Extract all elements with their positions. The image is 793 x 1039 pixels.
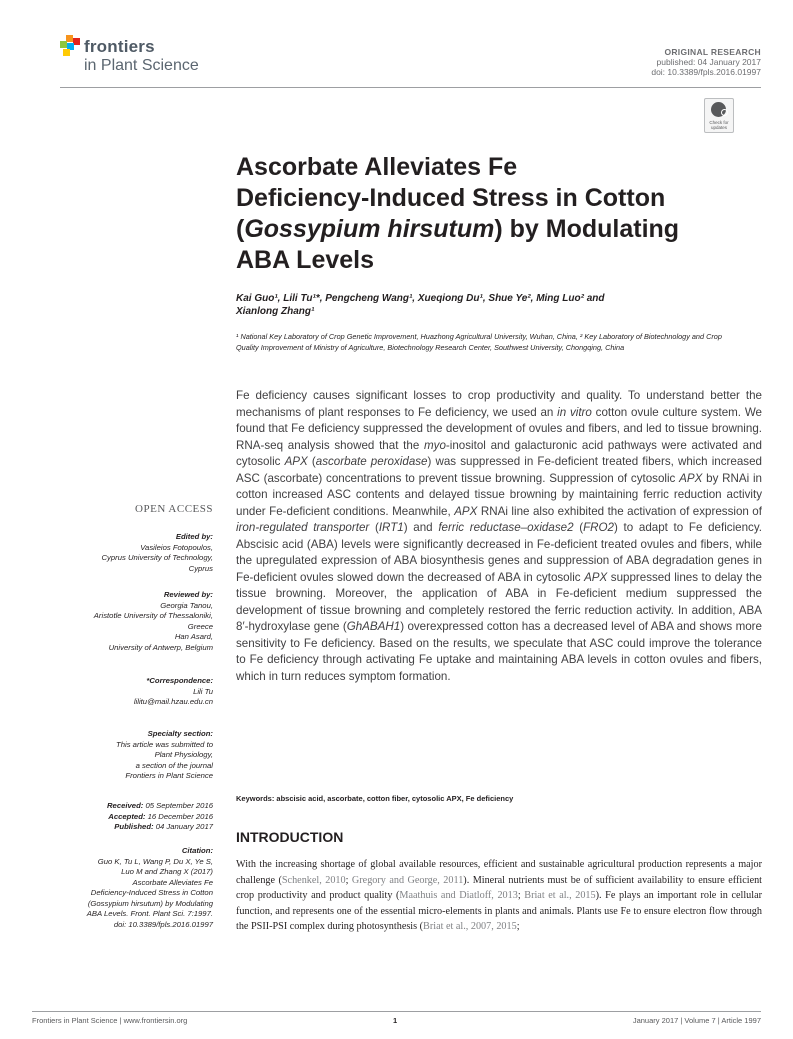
sidebar-line: Greece [187,621,213,631]
published-label: Published: [114,822,154,831]
citation-link[interactable]: Gregory and George, 2011 [351,874,464,886]
footer-issue-info: January 2017 | Volume 7 | Article 1997 [632,1016,761,1025]
sidebar-line: Deficiency-Induced Stress in Cotton [90,888,213,897]
sidebar-line: University of Antwerp, Belgium [108,642,213,652]
text-run: ) and [403,521,439,534]
sidebar-line: a section of the journal [135,760,213,770]
title-species: Gossypium hirsutum [244,215,495,243]
sidebar-citation [60,846,213,930]
sidebar-line: ABA Levels. Front. Plant Sci. 7:1997. [86,909,213,918]
italic-term: APX [679,471,703,485]
citation-link[interactable]: Briat et al., 2015 [524,890,596,901]
article-type: ORIGINAL RESEARCH [664,47,761,57]
doi[interactable]: doi: 10.3389/fpls.2016.01997 [651,67,761,77]
title-line: Deficiency-Induced Stress in Cotton [236,184,666,212]
italic-term: FRO2 [583,521,614,534]
sidebar-line: (Gossypium hirsutum) by Modulating [87,898,213,908]
text-run: -inositol and galacturonic acid pathways were activated and cytosolic [236,438,762,468]
edited-by-label: Edited by: [175,532,213,541]
text-run: ) to adapt to Fe deficiency. Abscisic acid (ABA) levels were significantly decreased in Fe-deficient treated ovules and fibers, while the upregulated expression of ABA biosynthesis genes and suppression of ABA degradation genes in Fe-deficient ovules slowed down the decreased of ABA in cytosolic [236,521,763,584]
footer-divider [32,1011,761,1012]
sidebar-dates [60,801,213,833]
text-run: ). Fe plays an important role in cellular function, and represents one of the essential micro-elements in plants and animals. Plants use Fe to ensure electron flow through the PSII-PSI complex during photosynthesis ( [236,890,762,932]
open-access-label: OPEN ACCESS [135,503,213,515]
sidebar-line: Luo M and Zhang X (2017) [121,867,213,876]
text-run: ( [307,455,316,468]
header-divider [60,87,761,88]
author-list [236,292,736,318]
italic-term: ascorbate peroxidase [315,455,428,468]
journal-brand: frontiers [84,37,155,56]
sidebar-line[interactable]: Vasileios Fotopoulos, [140,542,213,552]
check-updates-icon [711,102,726,117]
authors-line: Kai Guo¹, Lili Tu¹*, Pengcheng Wang¹, Xueqiong Du¹, Shue Ye², Ming Luo² and [236,293,605,304]
text-run: suppressed lines to delay the tissue browning. Moreover, the application of ABA in Fe-deficient medium suppressed the development of tissue browning and completely restored the ferric reduction activity. In addition, ABA 8′-hydroxylase gene ( [236,570,762,633]
italic-term: IRT1 [378,521,404,534]
citation-link[interactable]: Schenkel, 2010 [281,874,346,886]
page-number: 1 [393,1016,398,1025]
check-updates-button[interactable] [704,98,734,133]
text-run: ( [369,521,379,534]
footer-journal-link[interactable]: Frontiers in Plant Science | www.frontiersin.org [32,1016,188,1025]
authors-line: Xianlong Zhang¹ [236,306,315,317]
sidebar-correspondence [60,676,213,708]
published-date-sidebar [60,822,213,833]
text-run: ). Mineral nutrients must be of sufficient availability to ensure efficient crop productivity and product quality ( [236,874,763,901]
text-run: cotton ovule culture system. We found that Fe deficiency suppressed the development of ovules and fibers, and led to tissue browning. RNA-seq analysis showed that the [236,405,762,452]
received-date [60,801,213,812]
article-meta [651,47,761,77]
italic-term: myo [424,438,446,452]
citation-link[interactable]: Briat et al., 2007, 2015 [423,921,517,932]
section-heading-introduction: INTRODUCTION [236,829,344,845]
keywords: Keywords: abscisic acid, ascorbate, cotton fiber, cytosolic APX, Fe deficiency [236,794,514,803]
citation-doi[interactable]: doi: 10.3389/fpls.2016.01997 [113,919,213,929]
sidebar-line: Ascorbate Alleviates Fe [132,877,213,887]
accepted-label: Accepted: [108,811,146,821]
received-value: 05 September 2016 [145,801,213,810]
sidebar-line: Plant Physiology, [154,750,213,759]
title-text: ( [236,215,245,243]
frontiers-logo-icon [60,35,82,57]
citation-label: Citation: [181,846,213,855]
italic-term: ferric reductase–oxidase2 [438,521,574,534]
published-date: published: 04 January 2017 [656,57,761,67]
sidebar-line: Aristotle University of Thessaloniki, [93,611,213,620]
accepted-value: 16 December 2016 [147,811,213,821]
text-run: ; [345,874,352,886]
text-run: ; [517,890,525,901]
journal-logo[interactable] [60,35,230,80]
sidebar-reviewed-by [60,590,213,653]
journal-name: in Plant Science [84,57,199,74]
italic-term: iron-regulated transporter [236,521,370,534]
title-line: Ascorbate Alleviates Fe [236,153,518,181]
text-run: ) overexpressed cotton has a decreased level of ABA and shows more sensitivity to Fe deficiency. Based on the results, we speculate that ASC could improve the tolerance to Fe deficiency through activating Fe uptake and maintaining ABA levels in cotton ovules and fibers, which in turn reduces symptom formation. [236,620,762,683]
text-run: ; [516,921,520,932]
specialty-label: Specialty section: [147,729,213,738]
italic-term: GhABAH1 [346,620,401,633]
sidebar-line: Lili Tu [193,686,213,696]
text-run: Fe deficiency causes significant losses to crop productivity and quality. To understand better the mechanisms of plant responses to Fe deficiency, we used an [236,389,762,419]
text-run: RNAi line also exhibited the activation of expression of [477,504,762,518]
italic-term: APX [454,504,478,518]
correspondence-label: *Correspondence: [146,676,213,685]
published-value: 04 January 2017 [155,822,213,831]
text-run: With the increasing shortage of global available resources, efficient and sustainable agricultural production represents a major challenge ( [236,859,762,886]
text-run: by RNAi in cotton increased ASC contents and delayed tissue browning by maintaining ferric reduction activity under Fe-deficient conditions. Meanwhile, [236,471,762,518]
sidebar-line: Frontiers in Plant Science [125,771,213,780]
title-text: ) by Modulating [494,215,680,243]
sidebar-line: This article was submitted to [116,739,213,749]
italic-term: APX [284,455,308,468]
reviewed-by-label: Reviewed by: [163,590,213,599]
text-run: ) was suppressed in Fe-deficient treated fibers, which increased ASC (ascorbate) concentrations to prevent tissue browning. Suppression of cytosolic [236,455,762,485]
title-line [236,214,756,245]
sidebar-line: Cyprus University of Technology, [101,553,213,562]
check-updates-label: Check for updates [709,120,729,130]
abstract [236,388,762,685]
introduction-body [236,857,762,935]
received-label: Received: [107,801,144,810]
text-run: ( [573,521,584,534]
italic-term: in vitro [557,405,592,419]
article-title [236,152,756,276]
affiliations: ¹ National Key Laboratory of Crop Genetic Improvement, Huazhong Agricultural University, Wuhan, China, ² Key Laboratory of Biotechnology and Crop Quality Improvement of Ministry of Agriculture, Biotechnology Research Center, Southwest University, Chongqing, China [236,332,722,352]
italic-term: APX [584,570,608,584]
sidebar-edited-by [60,532,213,574]
sidebar-line: Guo K, Tu L, Wang P, Du X, Ye S, [97,856,213,866]
accepted-date [60,812,213,823]
title-line: ABA Levels [236,246,375,274]
correspondence-email[interactable]: lilitu@mail.hzau.edu.cn [133,697,213,706]
sidebar-specialty [60,729,213,782]
citation-link[interactable]: Maathuis and Diatloff, 2013 [399,890,518,901]
sidebar-line: Cyprus [188,563,213,573]
sidebar-line[interactable]: Han Asard, [174,632,213,641]
sidebar-line[interactable]: Georgia Tanou, [160,600,213,610]
